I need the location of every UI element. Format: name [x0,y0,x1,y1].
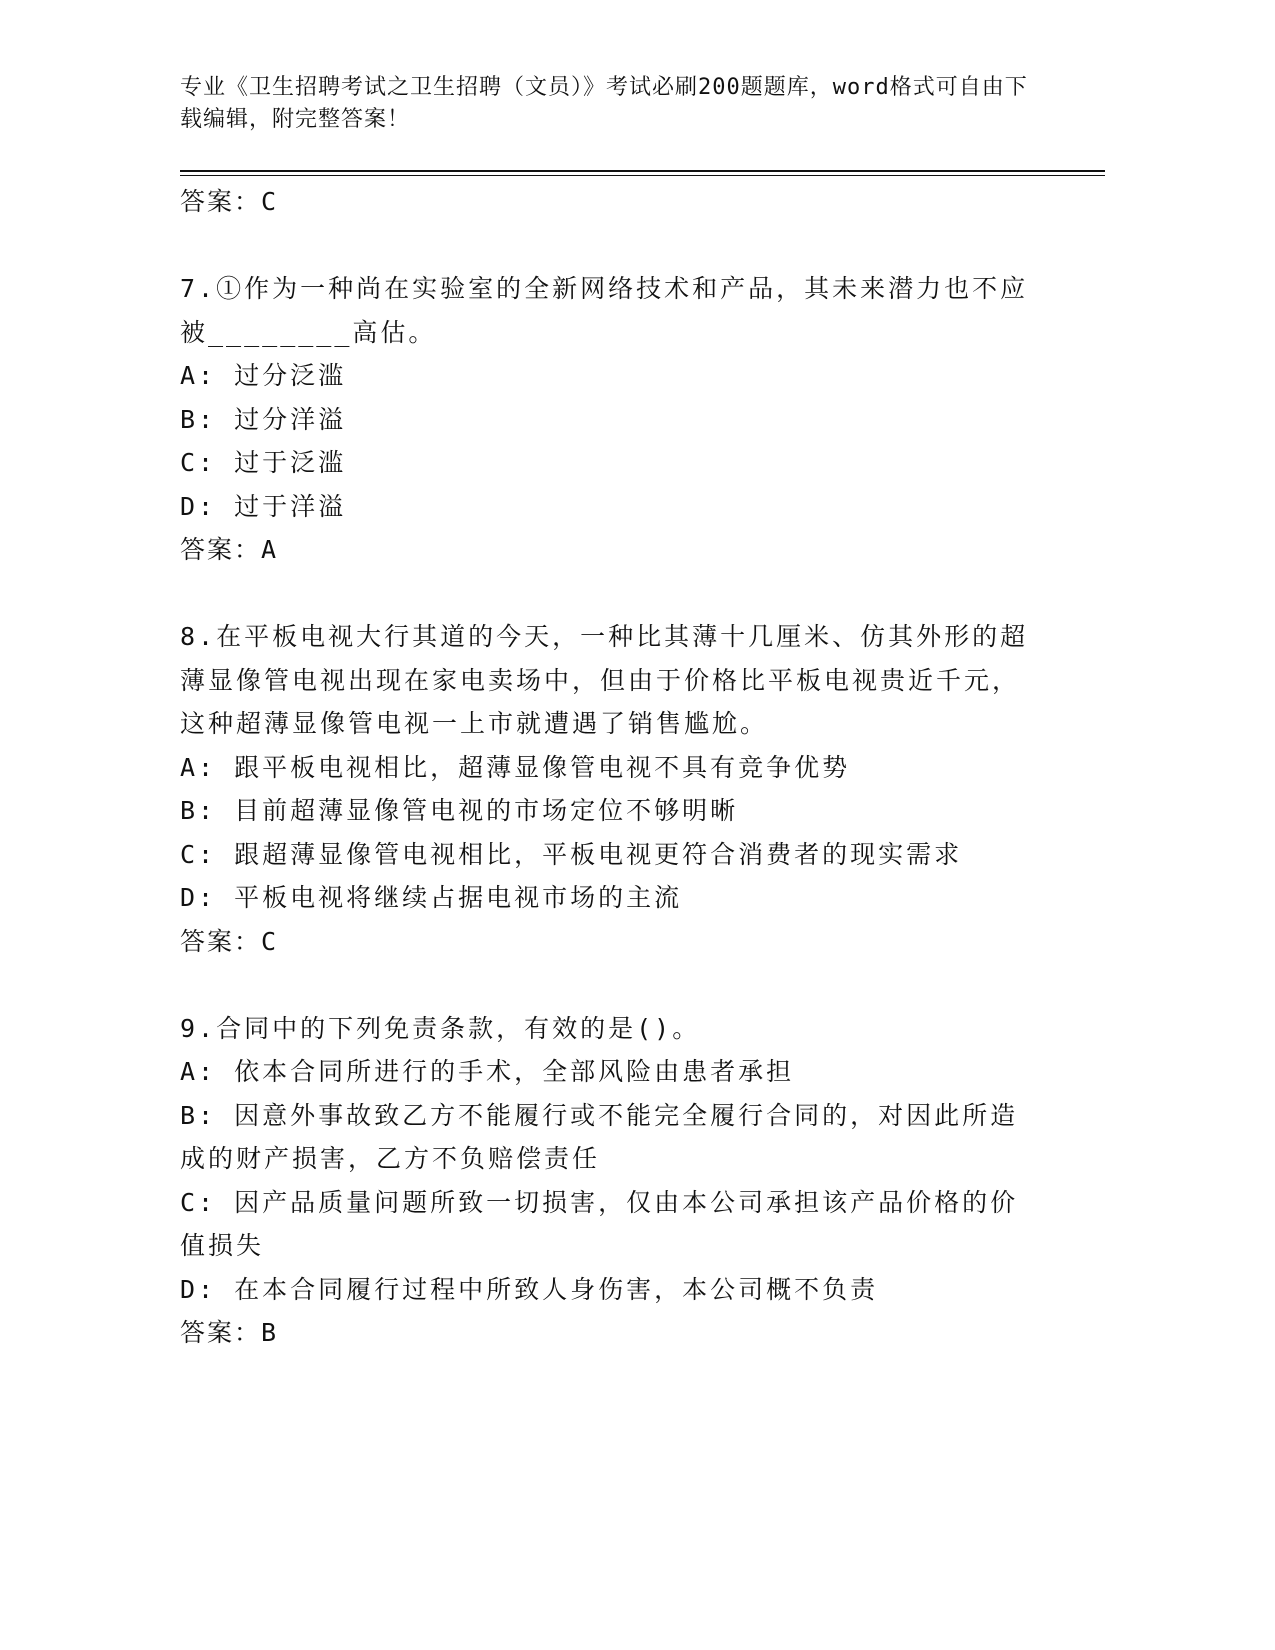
option-c: C: 因产品质量问题所致一切损害，仅由本公司承担该产品价格的价值损失 [180,1187,1019,1260]
spacer [180,224,1040,267]
question-stem-line: 薄显像管电视出现在家电卖场中，但由于价格比平板电视贵近千元， [180,665,1021,695]
answer-value: A [261,535,279,564]
spacer [180,572,1040,615]
option-a: A: 依本合同所进行的手术，全部风险由患者承担 [180,1057,795,1086]
answer-line [180,920,1040,964]
spacer [180,964,1040,1007]
option-d: D: 在本合同履行过程中所致人身伤害，本公司概不负责 [180,1274,879,1304]
question-stem-line: 9.合同中的下列免责条款，有效的是()。 [180,1013,701,1043]
content [180,180,1040,1355]
option-b: B: 目前超薄显像管电视的市场定位不够明晰 [180,796,739,825]
answer-value: B [261,1318,279,1347]
option-c: C: 跟超薄显像管电视相比，平板电视更符合消费者的现实需求 [180,839,963,869]
question-8 [180,615,1040,964]
option-d: D: 过于洋溢 [180,491,347,521]
option-d: D: 平板电视将继续占据电视市场的主流 [180,883,683,912]
answer-label: 答案： [180,926,262,956]
header-rule-thin [180,175,1105,176]
option-b: B: 过分洋溢 [180,404,347,434]
question-stem-line: 7.①作为一种尚在实验室的全新网络技术和产品，其未来潜力也不应 [180,274,1029,303]
answer-value: C [261,926,279,956]
answer-line [180,528,1040,572]
page-header: 专业《卫生招聘考试之卫生招聘（文员）》考试必刷200题题库，word格式可自由下载编辑，附完整答案！ [180,75,1028,132]
option-a: A: 跟平板电视相比，超薄显像管电视不具有竞争优势 [180,752,851,782]
answer-line [180,1311,1040,1355]
header-rule [180,170,1105,172]
answer-label: 答案： [180,1318,262,1347]
option-a: A: 过分泛滥 [180,361,347,390]
question-stem-line: 这种超薄显像管电视一上市就遭遇了销售尴尬。 [180,709,769,738]
question-stem-line: 被________高估。 [180,317,437,347]
question-stem-line: 8.在平板电视大行其道的今天，一种比其薄十几厘米、仿其外形的超 [180,622,1029,651]
answer-line [180,180,1040,224]
option-b: B: 因意外事故致乙方不能履行或不能完全履行合同的，对因此所造成的财产损害，乙方不负赔偿责任 [180,1100,1019,1173]
question-7 [180,267,1040,572]
answer-label: 答案： [180,535,262,564]
answer-label: 答案： [180,187,262,216]
answer-value: C [261,187,279,216]
option-c: C: 过于泛滥 [180,448,347,477]
question-9 [180,1007,1040,1356]
